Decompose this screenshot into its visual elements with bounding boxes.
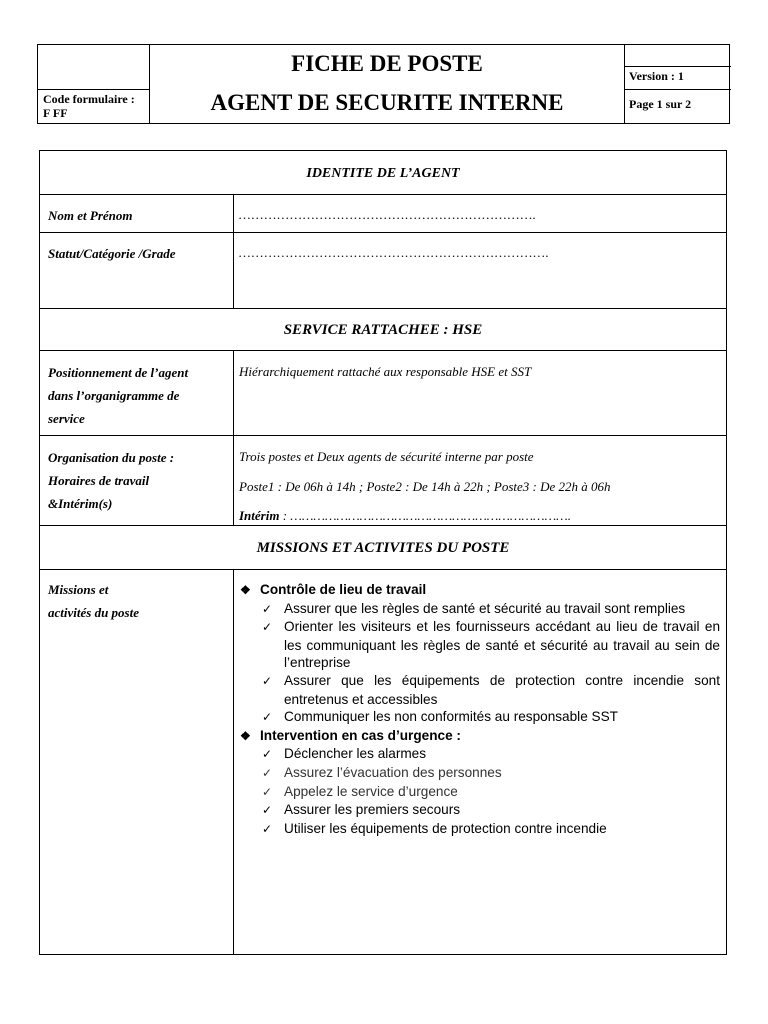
row-divider	[40, 308, 726, 309]
list-item	[236, 618, 720, 672]
missions-label-line: Missions et	[48, 582, 109, 597]
organisation-label-line: Horaires de travail	[48, 473, 150, 488]
interim-line	[239, 508, 571, 524]
document-title: FICHE DE POSTE	[291, 51, 483, 76]
interim-value: : ……………………………………………………………….	[279, 508, 571, 523]
missions-label-line: activités du poste	[48, 605, 139, 620]
checkmark-icon: ✓	[262, 673, 273, 688]
list-item	[236, 764, 720, 783]
positionnement-value: Hiérarchiquement rattaché aux responsable HSE et SST	[239, 364, 532, 379]
column-divider	[233, 194, 234, 309]
diamond-bullet-icon: ❖	[240, 728, 251, 743]
list-item-text: Assurer que les équipements de protection contre incendie sont entretenus et accessibles	[284, 672, 720, 707]
list-item	[236, 820, 720, 839]
form-header	[37, 44, 730, 124]
list-item-text: Communiquer les non conformités au responsable SST	[284, 709, 618, 725]
list-item-text: Assurer les premiers secours	[284, 802, 461, 818]
row-divider	[40, 569, 726, 570]
mission-group-heading	[236, 581, 720, 600]
checkmark-icon: ✓	[262, 710, 273, 725]
row-divider	[40, 350, 726, 351]
row-divider	[40, 525, 726, 526]
mission-group-title: Intervention en cas d’urgence :	[260, 727, 461, 743]
checkmark-icon: ✓	[262, 601, 273, 616]
list-item	[236, 708, 720, 727]
organisation-label	[48, 446, 174, 515]
form-code	[43, 92, 135, 120]
row-divider	[40, 232, 726, 233]
mission-group-title: Contrôle de lieu de travail	[260, 582, 427, 597]
section-heading-missions: MISSIONS ET ACTIVITES DU POSTE	[256, 540, 510, 556]
header-rule	[38, 89, 150, 90]
statut-field: ……………………………………………………………….	[238, 245, 549, 260]
checkmark-icon: ✓	[262, 747, 273, 762]
job-sheet-table	[39, 150, 727, 955]
section-heading-identite: IDENTITE DE L’AGENT	[306, 166, 460, 181]
form-code-value: F FF	[43, 106, 68, 120]
list-item	[236, 745, 720, 764]
organisation-value-postes: Trois postes et Deux agents de sécurité interne par poste	[239, 449, 534, 464]
version-label: Version : 1	[629, 69, 684, 83]
header-rule	[624, 66, 731, 67]
document-subtitle: AGENT DE SECURITE INTERNE	[210, 90, 564, 115]
list-item-text: Assurer que les règles de santé et sécurité au travail sont remplies	[284, 600, 686, 616]
missions-label	[48, 578, 139, 624]
page-number: Page 1 sur 2	[629, 97, 692, 111]
list-item	[236, 672, 720, 708]
nom-field: …………………………………………………………….	[238, 207, 536, 222]
positionnement-label-line: Positionnement de l’agent	[48, 365, 189, 380]
positionnement-label-line: dans l’organigramme de	[48, 388, 180, 403]
mission-group-heading	[236, 727, 720, 746]
checkmark-icon: ✓	[262, 803, 273, 818]
checkmark-icon: ✓	[262, 620, 273, 635]
checkmark-icon: ✓	[262, 821, 273, 836]
list-item	[236, 783, 720, 802]
list-item-text: Appelez le service d’urgence	[284, 783, 458, 799]
checkmark-icon: ✓	[262, 784, 273, 799]
checkmark-icon: ✓	[262, 765, 273, 780]
list-item	[236, 801, 720, 820]
organisation-label-line: &Intérim(s)	[48, 496, 113, 511]
interim-label: Intérim	[239, 508, 280, 523]
diamond-bullet-icon: ❖	[240, 583, 251, 597]
missions-list	[236, 581, 720, 838]
positionnement-label	[48, 361, 188, 430]
list-item	[236, 600, 720, 619]
statut-label: Statut/Catégorie /Grade	[48, 246, 176, 261]
row-divider	[40, 435, 726, 436]
column-divider	[233, 350, 234, 526]
header-rule	[624, 89, 731, 90]
row-divider	[40, 194, 726, 195]
list-item-text: Déclencher les alarmes	[284, 746, 427, 762]
list-item-text: Orienter les visiteurs et les fournisseurs accédant au lieu de travail en les communiquant les règles de santé et sécurité au travail au sein de l’entreprise	[284, 619, 720, 671]
header-divider	[624, 45, 625, 123]
positionnement-label-line: service	[48, 411, 85, 426]
list-item-text: Assurez l’évacuation des personnes	[284, 764, 502, 780]
organisation-label-line: Organisation du poste :	[48, 450, 175, 465]
section-heading-service: SERVICE RATTACHEE : HSE	[283, 322, 483, 338]
form-code-label: Code formulaire :	[43, 92, 135, 106]
list-item-text: Utiliser les équipements de protection contre incendie	[284, 820, 607, 836]
organisation-value-horaires: Poste1 : De 06h à 14h ; Poste2 : De 14h à 22h ; Poste3 : De 22h à 06h	[239, 479, 611, 494]
column-divider	[233, 569, 234, 955]
nom-label: Nom et Prénom	[48, 208, 133, 223]
